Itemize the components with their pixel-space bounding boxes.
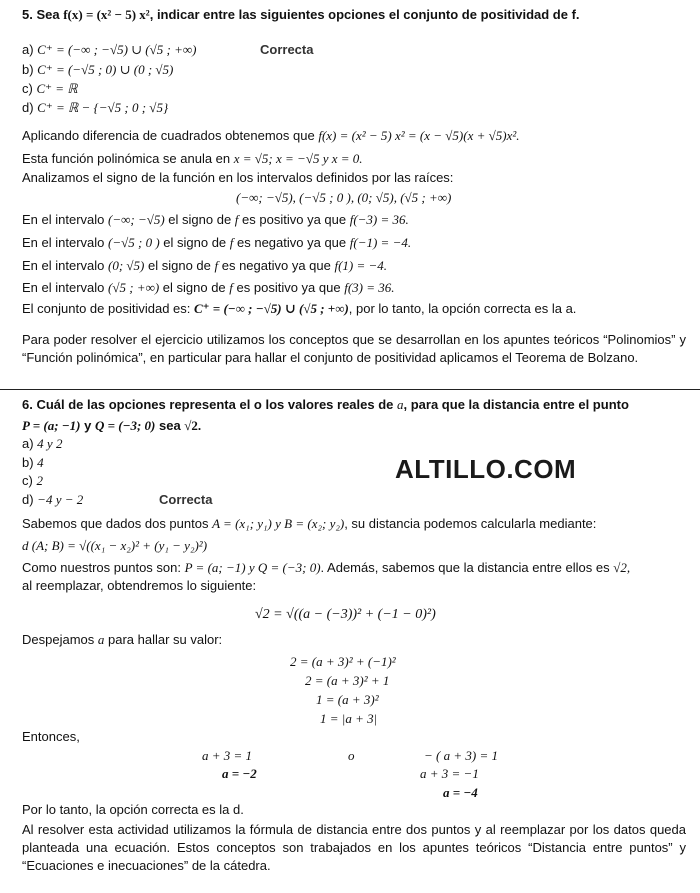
t: el signo de	[164, 212, 235, 227]
math: P = (a; −1) y Q = (−3; 0)	[184, 560, 321, 575]
q5-sign-row	[22, 212, 409, 228]
option-label: d)	[22, 100, 38, 115]
interval: (√5 ; +∞)	[108, 280, 160, 295]
t: sea	[155, 418, 185, 433]
point-q: Q = (−3; 0)	[94, 418, 156, 433]
f: f	[214, 258, 219, 273]
t: El conjunto de positividad es:	[22, 301, 194, 316]
correct-marker: Correcta	[260, 42, 314, 57]
t: , para que la distancia entre el punto	[403, 397, 629, 412]
q6-points-line	[22, 560, 630, 576]
q5-explanation-1	[22, 128, 520, 144]
option-math: C⁺ = ℝ − {−√5 ; 0 ; √5}	[37, 100, 169, 115]
value: √2.	[184, 418, 202, 433]
q6-main-equation: √2 = √((a − (−3))² + (−1 − 0)²)	[255, 607, 436, 622]
option-math: −4 y − 2	[37, 492, 84, 507]
q5-explanation-3	[22, 170, 453, 186]
option-label: c)	[22, 81, 37, 96]
q5-title-math: f(x) = (x² − 5) x²	[63, 7, 150, 22]
q6-or: o	[348, 748, 355, 763]
option-math: 4 y 2	[37, 436, 63, 451]
text: Esta función polinómica se anula en	[22, 151, 234, 166]
t: , por lo tanto, la opción correcta es la a.	[348, 301, 577, 316]
interval: (−∞; −√5)	[108, 212, 165, 227]
var: a	[97, 632, 105, 647]
t: Despejamos	[22, 632, 98, 647]
math: C⁺ = (−∞ ; −√5) ∪ (√5 ; +∞)	[194, 301, 349, 316]
math: A = (x₁; y₁) y B = (x₂; y₂)	[212, 516, 345, 531]
option-math: C⁺ = ℝ	[36, 81, 78, 96]
value: f(−1) = −4.	[349, 235, 412, 250]
t: En el intervalo	[22, 235, 108, 250]
value: f(3) = 36.	[344, 280, 395, 295]
watermark-logo: ALTILLO.COM	[395, 454, 577, 484]
t: para hallar su valor:	[104, 632, 223, 647]
q6-entonces: Entonces,	[22, 729, 80, 744]
q5-option-a	[22, 42, 314, 58]
t: , su distancia podemos calcularla mediante:	[344, 516, 597, 531]
q5-sign-row	[22, 235, 411, 251]
option-math: C⁺ = (−√5 ; 0) ∪ (0 ; √5)	[37, 62, 174, 77]
math: x = √5; x = −√5 y x = 0.	[233, 151, 363, 166]
f: f	[234, 212, 239, 227]
q5-sign-row	[22, 280, 395, 296]
q5-title-prefix: 5. Sea	[22, 7, 64, 22]
q5-title	[22, 7, 580, 23]
q6-title-line-1	[22, 397, 629, 413]
q6-closing-paragraph: Al resolver esta actividad utilizamos la fórmula de distancia entre dos puntos y al reemplazar por los datos queda planteada una ecuación. Estos conceptos son trabajados en los apuntes teóricos “Distancia entre puntos” y “Ecuaciones e inecuaciones” de la cátedra.	[22, 822, 686, 873]
correct-marker: Correcta	[159, 492, 213, 507]
q6-option-d	[22, 492, 213, 508]
q5-option-d	[22, 100, 168, 116]
q6-option-c	[22, 473, 43, 489]
q5-intervals: (−∞; −√5), (−√5 ; 0 ), (0; √5), (√5 ; +∞)	[236, 190, 452, 205]
value: √2,	[613, 560, 631, 575]
q6-despejamos	[22, 632, 222, 648]
q5-title-suffix: , indicar entre las siguientes opciones el conjunto de positividad de f.	[149, 7, 580, 22]
t: 6. Cuál de las opciones representa el o los valores reales de	[22, 397, 398, 412]
q6-option-b	[22, 455, 44, 471]
q6-right-result: a = −4	[443, 785, 478, 800]
q6-distance-formula: d (A; B) = √((x₁ − x₂)² + (y₁ − y₂)²)	[22, 538, 208, 553]
interval: (0; √5)	[108, 258, 145, 273]
option-label: b)	[22, 62, 38, 77]
q6-option-a	[22, 436, 62, 452]
option-math: 4	[37, 455, 44, 470]
t: es positivo ya que	[238, 212, 350, 227]
q5-explanation-2	[22, 151, 363, 167]
text: Aplicando diferencia de cuadrados obtenemos que	[22, 128, 319, 143]
t: Como nuestros puntos son:	[22, 560, 185, 575]
t: es negativo ya que	[233, 235, 350, 250]
math: f(x) = (x² − 5) x² = (x − √5)(x + √5)x².	[318, 128, 520, 143]
option-label: a)	[22, 42, 38, 57]
q5-sign-row	[22, 258, 387, 274]
q5-conclusion	[22, 301, 576, 317]
q5-option-c	[22, 81, 78, 97]
t: En el intervalo	[22, 212, 108, 227]
q6-replace-line: al reemplazar, obtendremos lo siguiente:	[22, 578, 257, 593]
q6-final: Por lo tanto, la opción correcta es la d.	[22, 802, 244, 817]
q5-closing-paragraph: Para poder resolver el ejercicio utilizamos los conceptos que se desarrollan en los apuntes teóricos “Polinomios” y “Función polinómica”, en particular para hallar el conjunto de positividad aplicamos el Teorema de Bolzano.	[22, 332, 686, 365]
q6-right-equation-1: − ( a + 3) = 1	[424, 748, 498, 763]
q6-left-equation: a + 3 = 1	[202, 748, 253, 763]
q6-title-line-2	[22, 418, 201, 434]
t: y	[80, 418, 95, 433]
q6-step-1: 2 = (a + 3)² + (−1)²	[290, 654, 396, 669]
q6-right-equation-2: a + 3 = −1	[420, 766, 479, 781]
f: f	[229, 280, 233, 295]
value: f(−3) = 36.	[349, 212, 409, 227]
q5-option-b	[22, 62, 173, 78]
q6-left-result: a = −2	[222, 766, 257, 781]
t: En el intervalo	[22, 258, 108, 273]
q6-step-4: 1 = |a + 3|	[320, 711, 378, 726]
option-label: b)	[22, 455, 38, 470]
q6-step-2: 2 = (a + 3)² + 1	[305, 673, 390, 688]
var: a	[397, 397, 404, 412]
option-math: 2	[36, 473, 43, 488]
option-label: a)	[22, 436, 38, 451]
t: el signo de	[159, 280, 230, 295]
option-label: c)	[22, 473, 37, 488]
t: el signo de	[144, 258, 215, 273]
option-math: C⁺ = (−∞ ; −√5) ∪ (√5 ; +∞)	[37, 42, 197, 57]
option-label: d)	[22, 492, 38, 507]
value: f(1) = −4.	[334, 258, 388, 273]
q6-step-3: 1 = (a + 3)²	[316, 692, 379, 707]
text: Analizamos el signo de la función en los intervalos definidos por las raíces:	[22, 170, 454, 185]
t: En el intervalo	[22, 280, 108, 295]
section-divider	[0, 389, 700, 390]
interval: (−√5 ; 0 )	[108, 235, 160, 250]
t: . Además, sabemos que la distancia entre ellos es	[320, 560, 614, 575]
q6-distance-intro	[22, 516, 596, 532]
t: es negativo ya que	[218, 258, 335, 273]
t: Sabemos que dados dos puntos	[22, 516, 213, 531]
point-p: P = (a; −1)	[22, 418, 81, 433]
t: es positivo ya que	[232, 280, 345, 295]
t: el signo de	[159, 235, 230, 250]
f: f	[229, 235, 234, 250]
